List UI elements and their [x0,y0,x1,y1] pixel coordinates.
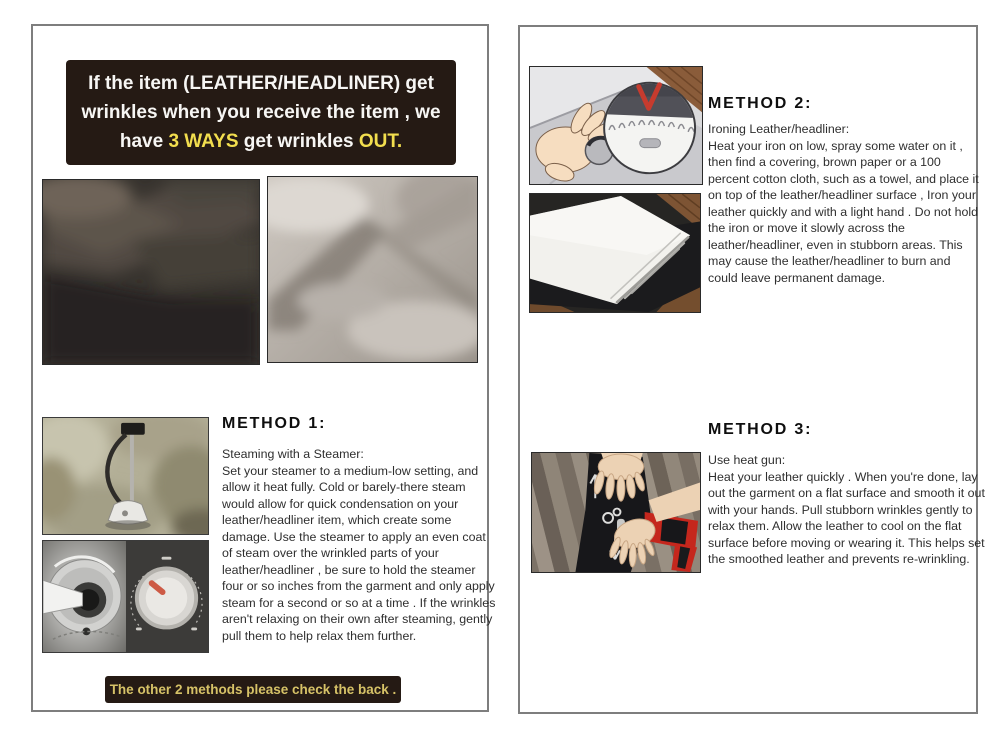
method-3-section [708,421,985,568]
method-2-subtitle: Ironing Leather/headliner: [708,122,850,136]
left-page [31,24,496,712]
heat-gun-graphic [532,453,700,572]
wrinkled-dark-leather-photo [42,179,260,365]
title-text-before: If the item (LEATHER/HEADLINER) get wrinkles when you receive the item , we have [81,73,441,152]
footer-banner-text: The other 2 methods please check the back . [109,682,397,697]
title-banner-text [76,69,446,156]
method-2-section [708,95,980,286]
right-page [518,25,985,714]
garment-steamer-photo [42,417,209,535]
towel-graphic [530,194,700,312]
method-3-heading: METHOD 3: [708,421,813,438]
method-1-section [222,415,496,644]
steamer-inlet-and-dial-photo [42,540,209,653]
dark-leather-graphic [43,180,259,364]
method-2-heading: METHOD 2: [708,95,813,112]
method-1-heading: METHOD 1: [222,415,327,432]
method-1-body: Set your steamer to a medium-low setting, and allow it heat fully. Cold or barely-there steam would allow for quick condensation on your leather/headliner item, which create some damage. Use the steamer to apply an even coat of steam over the wrinkled parts of your leather/headliner , be sure to hold the steamer four or so inches from the garment and only apply steam for a second or so at a time . If the wrinkles aren't relaxing on their own after steaming, gently pull them to help relax them further. [222,463,496,643]
wrinkled-gray-leather-photo [267,176,478,363]
heat-gun-photo [531,452,701,573]
title-banner [66,60,456,165]
iron-dial-illustration [529,66,703,185]
iron-dial-graphic [530,67,702,184]
steamer-dial-graphic [43,541,208,652]
method-3-body: Heat your leather quickly . When you're done, lay out the garment on a flat surface and smooth it out with your hands. Pull stubborn wrinkles gently to relax them. Allow the leather to cool on the flat surface before moving or wearing it. This helps set the smoothed leather and prevents re-wrinkling. [708,469,985,566]
method-1-subtitle: Steaming with a Steamer: [222,447,364,461]
method-2-body: Heat your iron on low, spray some water on it , then find a covering, brown paper or a 100 percent cotton cloth, such as a towel, and place it on top of the leather/headliner surface , Iron your leather quickly and with a light hand . Do not hold the iron or move it slowly across the leather/headliner, even in stubborn areas. This may cause the leather/headliner to burn and could leave permanent damage. [708,138,979,285]
method-3-subtitle: Use heat gun: [708,453,786,467]
title-highlight-out: OUT. [358,131,403,152]
title-highlight-3ways: 3 WAYS [168,131,239,152]
cotton-towel-photo [529,193,701,313]
footer-banner [105,676,401,703]
steamer-graphic [43,418,208,534]
gray-leather-graphic [268,177,477,362]
title-text-middle: get wrinkles [238,131,359,152]
